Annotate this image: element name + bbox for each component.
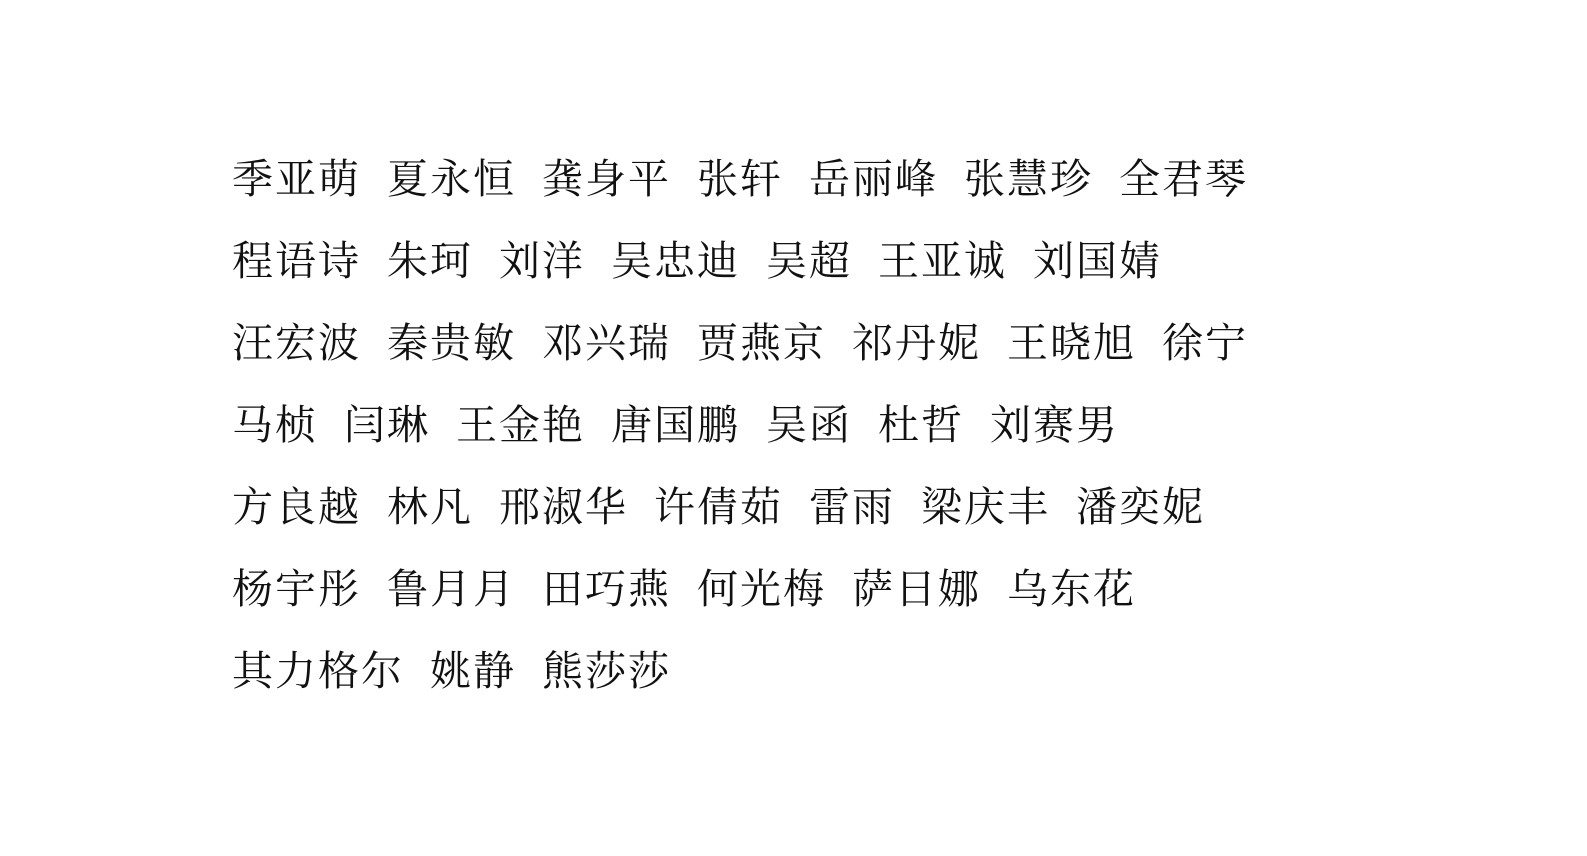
name-item: 其力格尔 — [232, 648, 404, 694]
name-item: 王晓旭 — [1007, 320, 1136, 366]
name-item: 贾燕京 — [697, 320, 826, 366]
name-item: 王金艳 — [456, 402, 585, 448]
name-item: 汪宏波 — [232, 320, 361, 366]
name-item: 邢淑华 — [499, 484, 628, 530]
name-item: 杜哲 — [878, 402, 964, 448]
name-item: 姚静 — [430, 648, 516, 694]
name-item: 张轩 — [697, 156, 783, 202]
name-item: 萨日娜 — [852, 566, 981, 612]
name-list-row — [232, 630, 1362, 712]
name-item: 许倩茹 — [654, 484, 783, 530]
name-item: 何光梅 — [697, 566, 826, 612]
name-item: 梁庆丰 — [921, 484, 1050, 530]
name-item: 马桢 — [232, 402, 318, 448]
name-item: 全君琴 — [1119, 156, 1248, 202]
name-item: 吴忠迪 — [611, 238, 740, 284]
name-item: 岳丽峰 — [809, 156, 938, 202]
name-list — [232, 138, 1362, 712]
name-item: 吴超 — [766, 238, 852, 284]
name-item: 雷雨 — [809, 484, 895, 530]
name-item: 田巧燕 — [542, 566, 671, 612]
name-item: 刘洋 — [499, 238, 585, 284]
name-item: 熊莎莎 — [542, 648, 671, 694]
name-item: 吴函 — [766, 402, 852, 448]
name-item: 方良越 — [232, 484, 361, 530]
name-item: 夏永恒 — [387, 156, 516, 202]
name-list-row — [232, 466, 1362, 548]
name-item: 龚身平 — [542, 156, 671, 202]
name-item: 杨宇彤 — [232, 566, 361, 612]
name-item: 刘国婧 — [1033, 238, 1162, 284]
name-item: 邓兴瑞 — [542, 320, 671, 366]
name-item: 朱珂 — [387, 238, 473, 284]
name-item: 祁丹妮 — [852, 320, 981, 366]
name-item: 秦贵敏 — [387, 320, 516, 366]
name-item: 刘赛男 — [990, 402, 1119, 448]
name-item: 张慧珍 — [964, 156, 1093, 202]
name-list-row — [232, 548, 1362, 630]
name-item: 季亚萌 — [232, 156, 361, 202]
name-item: 林凡 — [387, 484, 473, 530]
name-item: 王亚诚 — [878, 238, 1007, 284]
name-list-row — [232, 302, 1362, 384]
name-item: 闫琳 — [344, 402, 430, 448]
name-list-row — [232, 220, 1362, 302]
name-item: 程语诗 — [232, 238, 361, 284]
name-list-row — [232, 384, 1362, 466]
name-list-row — [232, 138, 1362, 220]
name-item: 徐宁 — [1162, 320, 1248, 366]
name-item: 唐国鹏 — [611, 402, 740, 448]
name-item: 鲁月月 — [387, 566, 516, 612]
name-item: 潘奕妮 — [1076, 484, 1205, 530]
name-item: 乌东花 — [1007, 566, 1136, 612]
